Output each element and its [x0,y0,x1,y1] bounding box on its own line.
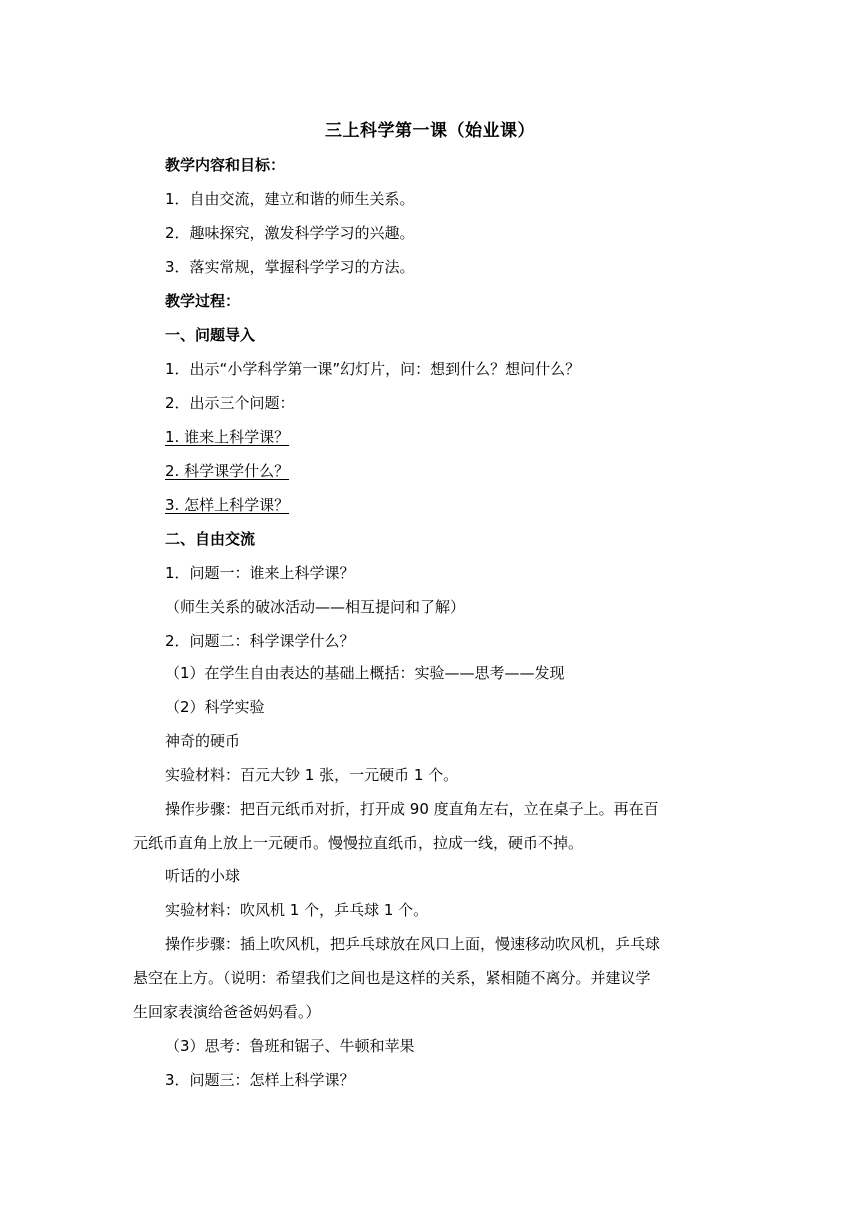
section-heading-goals: 教学内容和目标： [165,156,286,174]
intro-step-1: 1．出示“小学科学第一课”幻灯片，问：想到什么？想问什么？ [165,360,581,378]
question-1: 1. 谁来上科学课？ [165,428,290,446]
summary-point-2: （2）科学实验 [165,698,265,716]
summary-point-3: （3）思考：鲁班和锯子、牛顿和苹果 [165,1037,415,1055]
ball-materials: 实验材料：吹风机 1 个，乒乓球 1 个。 [165,901,429,919]
question-2: 2. 科学课学什么？ [165,462,290,480]
exchange-question-1: 1．问题一：谁来上科学课？ [165,564,355,582]
goal-item-3: 3．落实常规，掌握科学学习的方法。 [165,258,415,276]
section-heading-process: 教学过程： [165,292,241,310]
ball-steps-line-3: 生回家表演给爸爸妈妈看。） [133,1003,321,1021]
exchange-question-3: 3．问题三：怎样上科学课？ [165,1071,355,1089]
subsection-heading-exchange: 二、自由交流 [165,530,256,548]
document-title: 三上科学第一课（始业课） [325,121,535,141]
coin-steps-line-2: 元纸币直角上放上一元硬币。慢慢拉直纸币，拉成一线，硬币不掉。 [133,834,584,852]
subsection-heading-intro: 一、问题导入 [165,326,256,344]
icebreaker-note: （师生关系的破冰活动——相互提问和了解） [165,598,466,616]
ball-steps-line-2: 悬空在上方。（说明：希望我们之间也是这样的关系，紧相随不离分。并建议学 [133,969,651,987]
goal-item-1: 1．自由交流，建立和谐的师生关系。 [165,190,415,208]
ball-steps-line-1: 操作步骤：插上吹风机，把乒乓球放在风口上面，慢速移动吹风机，乒乓球 [165,935,661,953]
question-3: 3. 怎样上科学课？ [165,496,290,514]
exchange-question-2: 2．问题二：科学课学什么？ [165,632,355,650]
coin-materials: 实验材料：百元大钞 1 张，一元硬币 1 个。 [165,766,459,784]
summary-point-1: （1）在学生自由表达的基础上概括：实验——思考——发现 [165,664,565,682]
goal-item-2: 2．趣味探究，激发科学学习的兴趣。 [165,224,415,242]
intro-step-2: 2．出示三个问题： [165,394,295,412]
experiment-title-ball: 听话的小球 [165,867,241,885]
experiment-title-coin: 神奇的硬币 [165,732,241,750]
coin-steps-line-1: 操作步骤：把百元纸币对折，打开成 90 度直角左右，立在桌子上。再在百 [165,800,659,818]
